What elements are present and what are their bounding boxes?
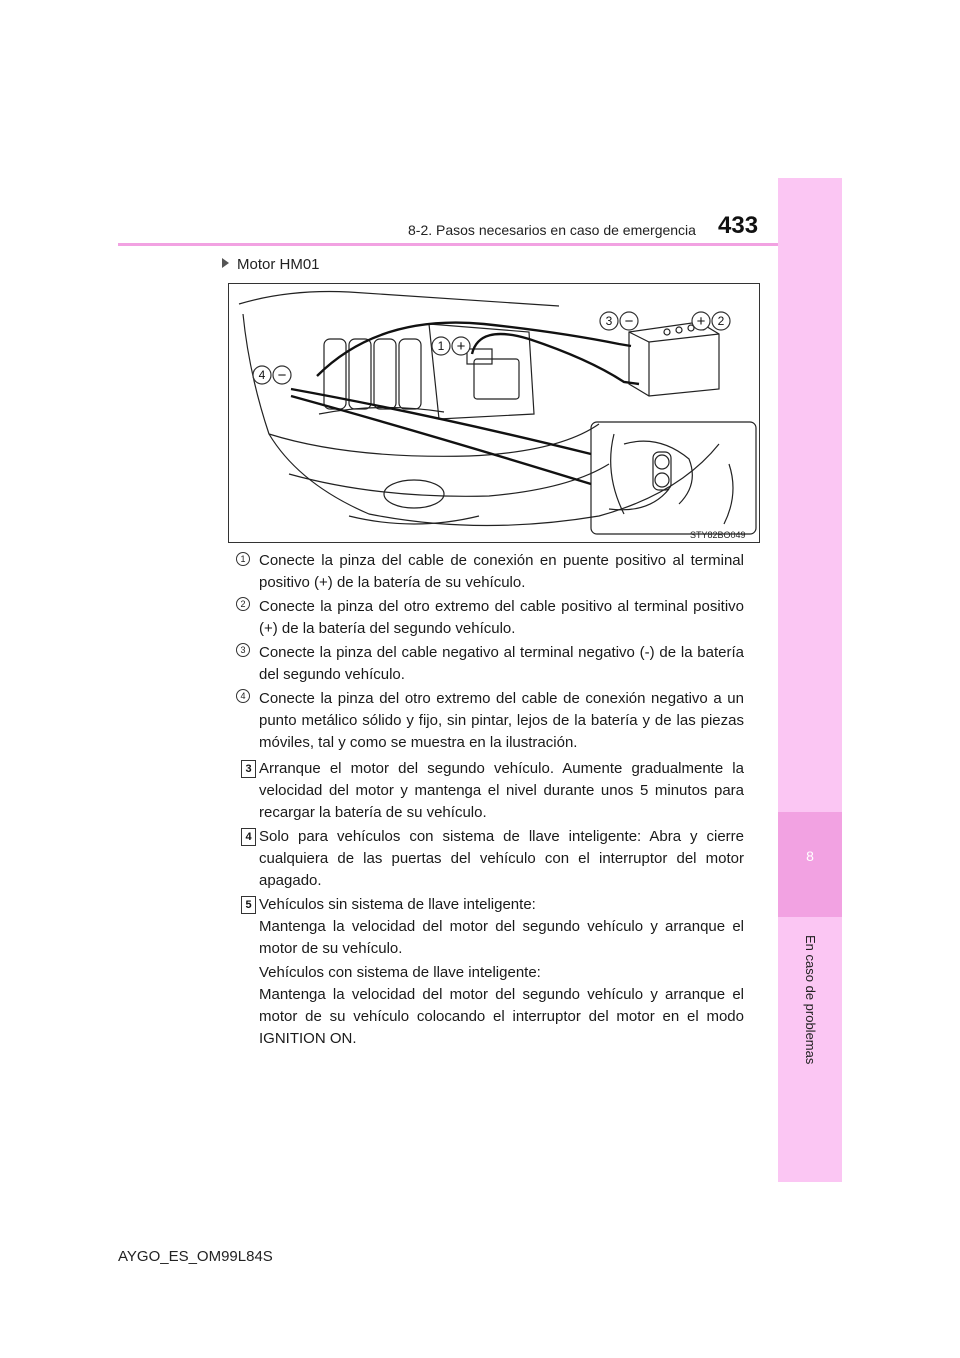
callout-4: 4 — [258, 368, 266, 382]
substep-badge-2: 2 — [236, 597, 250, 611]
callout-minus-3: − — [624, 313, 634, 330]
page-number: 433 — [718, 212, 759, 239]
engine-variant-heading — [222, 256, 320, 273]
jump-start-illustration — [228, 283, 760, 543]
step-5-condition-with-key: Vehículos con sistema de llave inteligente: — [259, 964, 541, 981]
callout-minus-4: − — [277, 367, 287, 384]
callout-1: 1 — [437, 339, 445, 353]
header-section-title: 8-2. Pasos necesarios en caso de emergencia — [408, 222, 696, 238]
step-5-instruction-with-key: Mantenga la velocidad del motor del segundo vehículo y arranque el motor de su vehículo colocando el interruptor del motor en el modo IGNITION ON. — [259, 986, 744, 1047]
triangle-bullet-icon — [222, 258, 229, 268]
illustration-code: STY82BO049 — [690, 530, 746, 540]
step-text-3: Arranque el motor del segundo vehículo. Aumente gradualmente la velocidad del motor y mantenga el nivel durante unos 5 minutos para recargar la batería de su vehículo. — [259, 760, 744, 821]
step-5-extra — [259, 962, 744, 1050]
step-badge-4: 4 — [241, 828, 256, 846]
callout-2: 2 — [717, 314, 725, 328]
footer-document-code: AYGO_ES_OM99L84S — [118, 1248, 273, 1265]
substep-badge-4: 4 — [236, 689, 250, 703]
step-badge-5: 5 — [241, 896, 256, 914]
substep-text-2: Conecte la pinza del otro extremo del cable positivo al terminal positivo (+) de la batería del segundo vehículo. — [259, 598, 744, 637]
engine-variant-label: Motor HM01 — [237, 256, 320, 273]
chapter-title-text: En caso de problemas — [803, 935, 818, 1065]
chapter-tab-marker — [778, 812, 842, 917]
step-5-condition-without-key: Vehículos sin sistema de llave inteligente: — [259, 896, 536, 913]
substep-text-3: Conecte la pinza del cable negativo al terminal negativo (-) de la batería del segundo vehículo. — [259, 644, 744, 683]
substep-text-1: Conecte la pinza del cable de conexión en puente positivo al terminal positivo (+) de la batería de su vehículo. — [259, 552, 744, 591]
chapter-number: 8 — [806, 848, 814, 864]
step-text-5 — [259, 894, 744, 960]
substep-badge-3: 3 — [236, 643, 250, 657]
step-5-instruction-without-key: Mantenga la velocidad del motor del segundo vehículo y arranque el motor de su vehículo. — [259, 918, 744, 957]
substep-text-4: Conecte la pinza del otro extremo del cable de conexión negativo a un punto metálico sólido y fijo, sin pintar, lejos de la batería y de las piezas móviles, tal y como se muestra en la ilustración. — [259, 690, 744, 751]
engine-bay-drawing — [229, 284, 759, 542]
step-text-4: Solo para vehículos con sistema de llave inteligente: Abra y cierre cualquiera de las puertas del vehículo con el interruptor del motor apagado. — [259, 828, 744, 889]
header-rule — [118, 243, 778, 246]
chapter-title — [802, 935, 818, 1105]
callout-plus-2: + — [696, 313, 706, 330]
callout-plus-1: + — [456, 338, 466, 355]
callout-3: 3 — [605, 314, 613, 328]
step-badge-3: 3 — [241, 760, 256, 778]
substep-badge-1: 1 — [236, 552, 250, 566]
